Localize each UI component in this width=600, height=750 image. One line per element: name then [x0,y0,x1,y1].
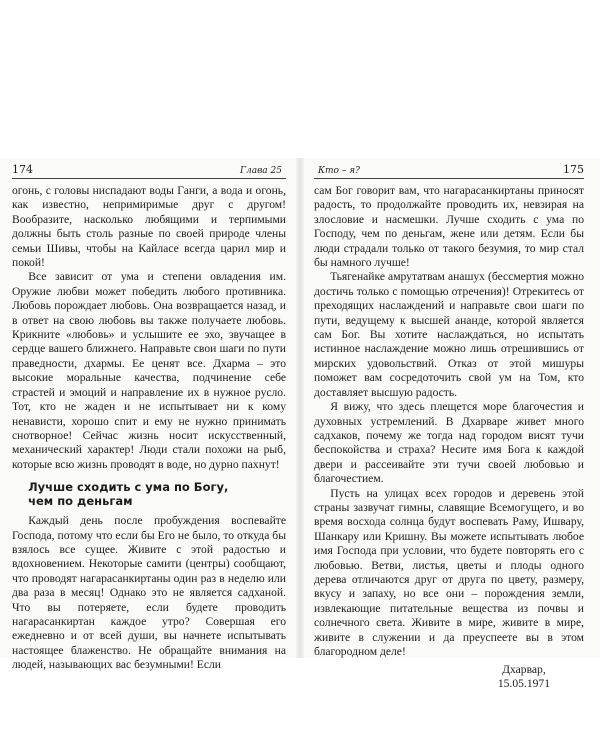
paragraph: Тьягенайке амрутатвам анашух (бессмертия можно достичь только с помощью отречения)! Отрекитесь от преходящих наслаждений и направьте свои шаги по пути, ведущему к высшей ананде, которой является сам Бог. Вы хотите наслаждаться, но испытать истинное наслаждение можно лишь отрешившись от мирских удовольствий. Отказ от этой мишуры поможет вам сосредоточить свой ум на Том, кто доставляет высшую радость. [314,270,584,399]
left-page-number: 174 [12,163,33,176]
right-page-header [314,160,584,179]
paragraph: огонь, с головы ниспадают воды Ганги, а вода и огонь, как известно, непримиримые друг с другом! Вообразите, насколько любящими и терпимыми должны быть столь разные по своей природе члены семьи Шивы, чтобы на Кайласе всегда царил мир и покой! [12,184,286,270]
right-page-body [314,184,584,691]
paragraph: Все зависит от ума и степени овладения им. Оружие любви может победить любого противника. Любовь порождает любовь. Она возвращается назад, и в ответ на свою любовь вы также получаете любовь. Крикните «любовь» и услышите ее эхо, звучащее в сердце вашего ближнего. Направьте свои шаги по пути праведности, дхармы. Ее ценят все. Дхарма – это высокие моральные качества, подчинение себе страстей и эмоций и направление их в нужное русло. Тот, кто не жаден и не испытывает ни к кому ненависти, хорошо спит и ему не нужно принимать снотворное! Сейчас жизнь носит искусственный, механический характер! Люди стали похожи на рыб, которые всю жизнь проводят в воде, но дурно пахнут! [12,270,286,471]
left-page-body [12,184,286,673]
paragraph: Я вижу, что здесь плещется море благочестия и духовных устремлений. В Дхарваре живет много садхаков, почему же тогда над городом висят тучи беспокойства и страха? Несите имя Бога к каждой двери и рассеивайте эти тучи своей любовью и благочестием. [314,400,584,486]
signature [314,663,584,691]
paragraph: сам Бог говорит вам, что нагарасанкиртаны приносят радость, то продолжайте проводить их, невзирая на злословие и насмешки. Лучше сходить с ума по Господу, чем по деньгам, жене или детям. Если бы люди страдали только от такого безумия, то мир стал бы намного лучше! [314,184,584,270]
left-running-head: Глава 25 [240,166,282,176]
section-heading [28,480,286,508]
paragraph: Пусть на улицах всех городов и деревень этой страны зазвучат гимны, славящие Всемогущего, и во время восхода солнца будут воспевать Раму, Ишвару, Шанкару или Кришну. Вы можете испытывать любое имя Господа при условии, что будете повторять его с любовью. Ветви, листья, цветы и плоды одного дерева отличаются друг от друга по цвету, размеру, вкусу и запаху, но все они – порождения земли, извлекающие питательные вещества из почвы и солнечного света. Живите в мире, живите в мире, живите в служении и да преуспеете вы в этом благородном деле! [314,486,584,658]
right-running-head: Кто – я? [318,166,360,176]
section-heading-line: Лучше сходить с ума по Богу, [28,480,229,495]
right-page [314,160,584,691]
book-gutter [296,158,304,658]
left-page [12,160,286,673]
left-page-header [12,160,286,179]
signature-place: Дхарвар, [502,663,546,677]
paragraph: Каждый день после пробуждения воспевайте Господа, потому что если бы Его не было, то откуда бы взялось все сущее. Живите с этой радостью и вдохновением. Некоторые самити (центры) сообщают, что проводят нагарасанкиртаны один раз в неделю или два раза в месяц! Однако это не является садханой. Что вы потеряете, если будете проводить нагарасанкиртан каждое утро? Совершая его ежедневно и от всей души, вы начнете испытывать настоящее блаженство. Не обращайте внимания на людей, называющих вас безумными! Если [12,514,286,672]
section-heading-line: чем по деньгам [28,494,133,509]
signature-date: 15.05.1971 [497,677,550,691]
right-page-number: 175 [563,163,584,176]
